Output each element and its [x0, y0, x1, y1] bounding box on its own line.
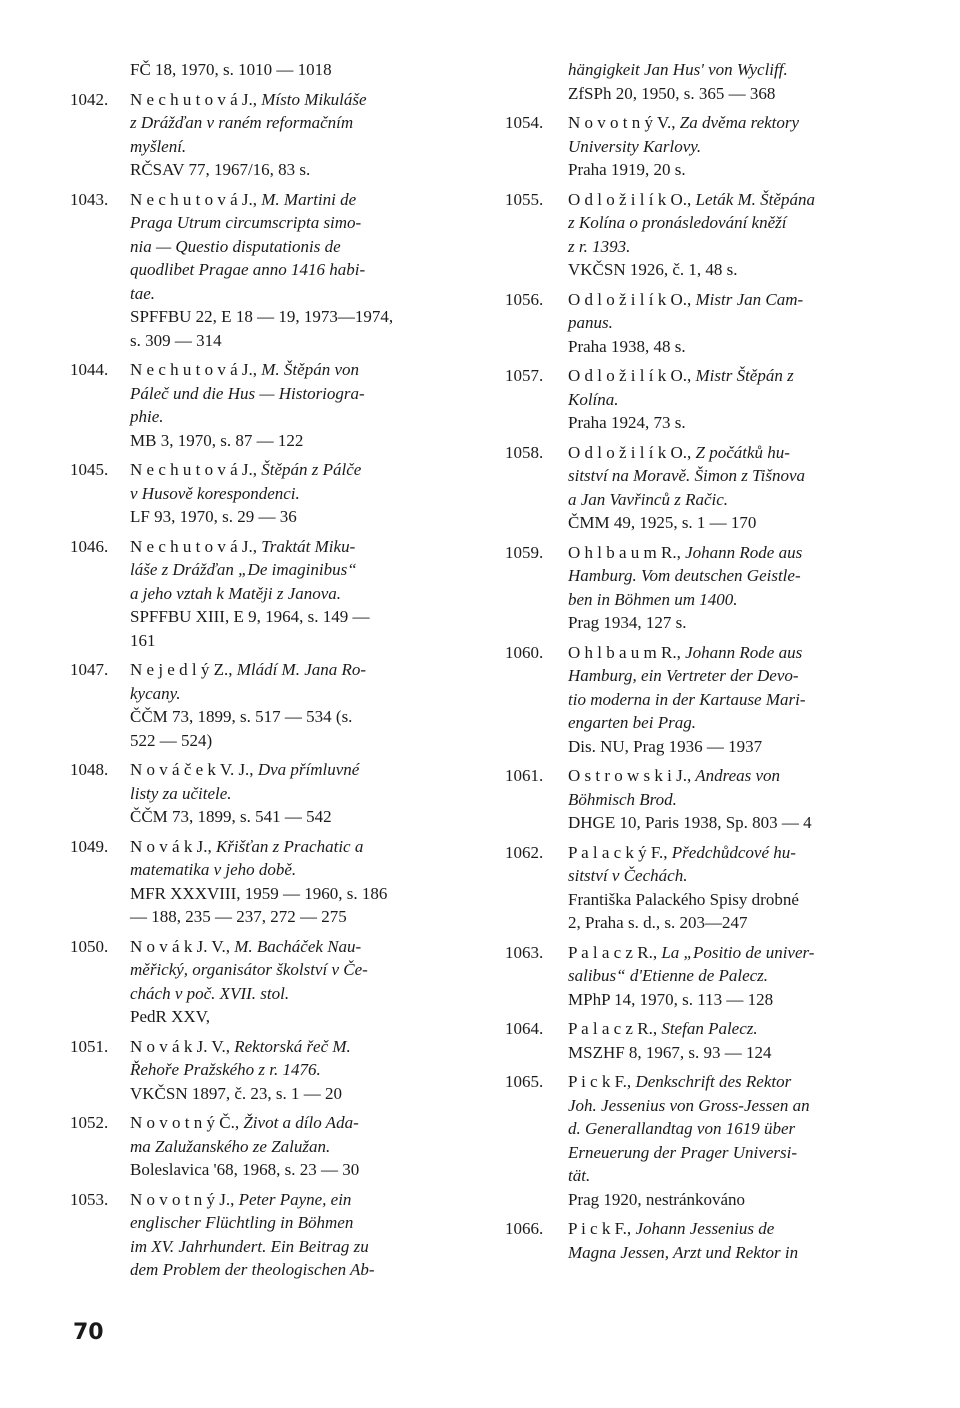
entry-number: 1042.: [70, 89, 109, 109]
entry-author-line: N e j e d l ý Z., Mládí M. Jana Ro-: [130, 660, 367, 679]
entry-number: 1065.: [505, 1072, 544, 1091]
entry-source-line: ZfSPh 20, 1950, s. 365 — 368: [568, 83, 776, 103]
entry-number: 1063.: [505, 942, 544, 962]
bibliography-entry: [505, 841, 900, 935]
entry-source-line: Dis. NU, Prag 1936 — 1937: [568, 736, 763, 756]
bibliography-entry: [505, 288, 900, 359]
entry-title-line: hängigkeit Jan Hus' von Wycliff.: [568, 60, 788, 79]
bibliography-entry: [505, 1217, 900, 1264]
bibliography-entry: [70, 1111, 460, 1182]
bibliography-entry: [505, 941, 900, 1012]
bibliography-entry: [505, 364, 900, 435]
entry-source-line: VKČSN 1897, č. 23, s. 1 — 20: [130, 1083, 343, 1103]
entry-title-line: sitství v Čechách.: [568, 866, 688, 885]
entry-title-line: kycany.: [130, 683, 181, 703]
bibliography-entry: [505, 1070, 900, 1211]
entry-title-line: listy za učitele.: [130, 783, 232, 803]
entry-author-line: O d l o ž i l í k O., Z počátků hu-: [568, 442, 790, 462]
entry-title-line: phie.: [130, 407, 164, 426]
entry-title-line: Böhmisch Brod.: [568, 789, 677, 809]
entry-number: 1052.: [70, 1113, 109, 1132]
bibliography-entry: [70, 935, 460, 1029]
entry-title-line: Páleč und die Hus — Historiogra-: [130, 383, 365, 403]
bibliography-entry: [70, 658, 460, 752]
bibliography-entry: [505, 441, 900, 535]
entry-source-line: Praha 1919, 20 s.: [568, 160, 686, 179]
entry-source-line: Františka Palackého Spisy drobné: [568, 889, 799, 909]
entry-number: 1045.: [70, 460, 109, 479]
entry-author-line: N e c h u t o v á J., M. Štěpán von: [130, 360, 359, 379]
entry-source-line: ČČM 73, 1899, s. 541 — 542: [130, 807, 332, 826]
entry-title-line: Řehoře Pražského z r. 1476.: [130, 1060, 321, 1079]
bibliography-entry: [505, 764, 900, 835]
entry-author-line: P a l a c z R., La „Positio de univer-: [568, 942, 815, 962]
bibliography-entry: [70, 758, 460, 829]
entry-title-line: nia — Questio disputationis de: [130, 236, 341, 256]
entry-number: 1050.: [70, 936, 109, 956]
entry-author-line: N e c h u t o v á J., M. Martini de: [130, 189, 357, 209]
entry-title-line: myšlení.: [130, 136, 187, 156]
entry-number: 1060.: [505, 642, 544, 662]
bibliography-entry: [505, 541, 900, 635]
entry-number: 1056.: [505, 289, 544, 309]
entry-title-line: z r. 1393.: [568, 236, 631, 256]
bibliography-entry: [70, 1188, 460, 1282]
entry-number: 1047.: [70, 660, 109, 679]
entry-title-line: tio moderna in der Kartause Mari-: [568, 689, 806, 709]
entry-author-line: N o v o t n ý V., Za dvěma rektory: [568, 113, 800, 132]
entry-title-line: sitství na Moravě. Šimon z Tišnova: [568, 466, 806, 485]
bibliography-entry: [70, 458, 460, 529]
entry-title-line: Magna Jessen, Arzt und Rektor in: [568, 1242, 799, 1262]
entry-title-line: Hamburg. Vom deutschen Geistle-: [568, 566, 801, 585]
entry-author-line: P i c k F., Johann Jessenius de: [568, 1219, 775, 1238]
entry-author-line: P a l a c k ý F., Předchůdcové hu-: [568, 842, 796, 862]
entry-title-line: a Jan Vavřinců z Račic.: [568, 489, 729, 509]
entry-title-line: ma Zalužanského ze Zalužan.: [130, 1136, 331, 1156]
bibliography-entry: [505, 58, 900, 105]
entry-source-line: — 188, 235 — 237, 272 — 275: [130, 907, 347, 926]
entry-number: 1062.: [505, 842, 544, 862]
entry-author-line: O h l b a u m R., Johann Rode aus: [568, 542, 803, 562]
entry-number: 1049.: [70, 836, 109, 856]
entry-title-line: tae.: [130, 283, 156, 303]
entry-source-line: 2, Praha s. d., s. 203—247: [568, 913, 748, 932]
entry-author-line: N o v á k J. V., Rektorská řeč M.: [130, 1036, 351, 1056]
entry-number: 1057.: [505, 366, 544, 385]
entry-title-line: salibus“ d'Etienne de Palecz.: [568, 966, 769, 985]
entry-author-line: N e c h u t o v á J., Místo Mikuláše: [130, 89, 367, 109]
left-column: [70, 58, 460, 1288]
entry-author-line: O s t r o w s k i J., Andreas von: [568, 766, 781, 785]
entry-author-line: O d l o ž i l í k O., Mistr Jan Cam-: [568, 289, 804, 309]
entry-source-line: FČ 18, 1970, s. 1010 — 1018: [130, 60, 332, 79]
entry-source-line: MPhP 14, 1970, s. 113 — 128: [568, 989, 774, 1009]
bibliography-entry: [505, 188, 900, 282]
entry-source-line: LF 93, 1970, s. 29 — 36: [130, 507, 297, 526]
entry-author-line: O d l o ž i l í k O., Mistr Štěpán z: [568, 366, 794, 385]
entry-number: 1051.: [70, 1036, 109, 1056]
entry-title-line: z Kolína o pronásledování kněží: [568, 213, 787, 232]
entry-source-line: MFR XXXVIII, 1959 — 1960, s. 186: [130, 883, 388, 903]
bibliography-entry: [70, 88, 460, 182]
entry-title-line: University Karlovy.: [568, 136, 702, 156]
entry-title-line: Erneuerung der Prager Universi-: [568, 1142, 797, 1162]
entry-title-line: engarten bei Prag.: [568, 713, 696, 732]
right-column: [505, 58, 900, 1270]
entry-source-line: ČMM 49, 1925, s. 1 — 170: [568, 513, 757, 532]
entry-title-line: dem Problem der theologischen Ab-: [130, 1260, 375, 1279]
entry-author-line: P i c k F., Denkschrift des Rektor: [568, 1072, 792, 1091]
entry-title-line: panus.: [568, 313, 613, 332]
entry-author-line: O h l b a u m R., Johann Rode aus: [568, 642, 803, 662]
bibliography-entry: [70, 535, 460, 653]
entry-number: 1044.: [70, 360, 109, 379]
entry-source-line: Praha 1938, 48 s.: [568, 336, 686, 356]
bibliography-entry: [70, 188, 460, 353]
bibliography-entry: [70, 835, 460, 929]
entry-title-line: im XV. Jahrhundert. Ein Beitrag zu: [130, 1236, 369, 1256]
entry-source-line: SPFFBU XIII, E 9, 1964, s. 149 —: [130, 607, 370, 626]
entry-source-line: VKČSN 1926, č. 1, 48 s.: [568, 260, 738, 279]
bibliography-entry: [505, 111, 900, 182]
entry-number: 1054.: [505, 113, 544, 132]
entry-number: 1064.: [505, 1019, 544, 1038]
entry-source-line: Prag 1934, 127 s.: [568, 613, 687, 632]
entry-title-line: Praga Utrum circumscripta simo-: [130, 213, 362, 232]
entry-number: 1066.: [505, 1219, 544, 1238]
entry-author-line: N o v á k J., Křišťan z Prachatic a: [130, 836, 364, 856]
entry-number: 1058.: [505, 442, 544, 462]
entry-author-line: N e c h u t o v á J., Štěpán z Pálče: [130, 460, 362, 479]
entry-number: 1048.: [70, 760, 109, 779]
bibliography-entry: [505, 641, 900, 759]
entry-title-line: ben in Böhmen um 1400.: [568, 589, 738, 609]
entry-title-line: láše z Drážďan „De imaginibus“: [130, 560, 357, 579]
entry-source-line: 522 — 524): [130, 730, 213, 750]
entry-number: 1043.: [70, 189, 109, 209]
entry-source-line: DHGE 10, Paris 1938, Sp. 803 — 4: [568, 813, 812, 832]
entry-author-line: N o v á č e k V. J., Dva přímluvné: [130, 760, 360, 779]
entry-title-line: a jeho vztah k Matěji z Janova.: [130, 583, 342, 603]
entry-number: 1053.: [70, 1189, 109, 1209]
entry-source-line: RČSAV 77, 1967/16, 83 s.: [130, 160, 311, 179]
entry-author-line: O d l o ž i l í k O., Leták M. Štěpána: [568, 189, 815, 209]
entry-title-line: v Husově korespondenci.: [130, 483, 300, 503]
entry-number: 1059.: [505, 542, 544, 562]
entry-title-line: z Drážďan v raném reformačním: [130, 113, 354, 132]
entry-title-line: matematika v jeho době.: [130, 860, 297, 879]
entry-title-line: englischer Flüchtling in Böhmen: [130, 1213, 354, 1232]
entry-source-line: ČČM 73, 1899, s. 517 — 534 (s.: [130, 707, 353, 726]
entry-source-line: s. 309 — 314: [130, 330, 222, 350]
bibliography-entry: [70, 358, 460, 452]
entry-author-line: N o v o t n ý J., Peter Payne, ein: [130, 1189, 352, 1209]
entry-author-line: N o v á k J. V., M. Bacháček Nau-: [130, 936, 362, 956]
entry-title-line: měřický, organisátor školství v Če-: [130, 960, 368, 979]
entry-author-line: P a l a c z R., Stefan Palecz.: [568, 1019, 758, 1038]
bibliography-entry: [70, 1035, 460, 1106]
entry-source-line: MB 3, 1970, s. 87 — 122: [130, 430, 304, 450]
bibliography-entry: [505, 1017, 900, 1064]
entry-title-line: Hamburg, ein Vertreter der Devo-: [568, 666, 799, 685]
entry-source-line: Boleslavica '68, 1968, s. 23 — 30: [130, 1160, 360, 1179]
entry-title-line: tät.: [568, 1166, 591, 1185]
entry-number: 1046.: [70, 536, 109, 556]
entry-source-line: PedR XXV,: [130, 1007, 210, 1026]
entry-source-line: MSZHF 8, 1967, s. 93 — 124: [568, 1042, 772, 1062]
entry-source-line: Praha 1924, 73 s.: [568, 413, 686, 432]
entry-number: 1055.: [505, 189, 544, 209]
entry-title-line: quodlibet Pragae anno 1416 habi-: [130, 260, 366, 279]
entry-source-line: SPFFBU 22, E 18 — 19, 1973—1974,: [130, 307, 394, 326]
entry-title-line: Kolína.: [568, 389, 619, 409]
entry-author-line: N o v o t n ý Č., Život a dílo Ada-: [130, 1113, 359, 1132]
bibliography-entry: [70, 58, 460, 82]
entry-source-line: 161: [130, 630, 156, 650]
entry-number: 1061.: [505, 766, 544, 785]
entry-author-line: N e c h u t o v á J., Traktát Miku-: [130, 536, 356, 556]
entry-title-line: Joh. Jessenius von Gross-Jessen an: [568, 1095, 810, 1115]
entry-source-line: Prag 1920, nestránkováno: [568, 1189, 746, 1209]
entry-title-line: d. Generallandtag von 1619 über: [568, 1119, 796, 1138]
page-number: 70: [73, 1320, 104, 1345]
entry-title-line: chách v poč. XVII. stol.: [130, 983, 290, 1003]
